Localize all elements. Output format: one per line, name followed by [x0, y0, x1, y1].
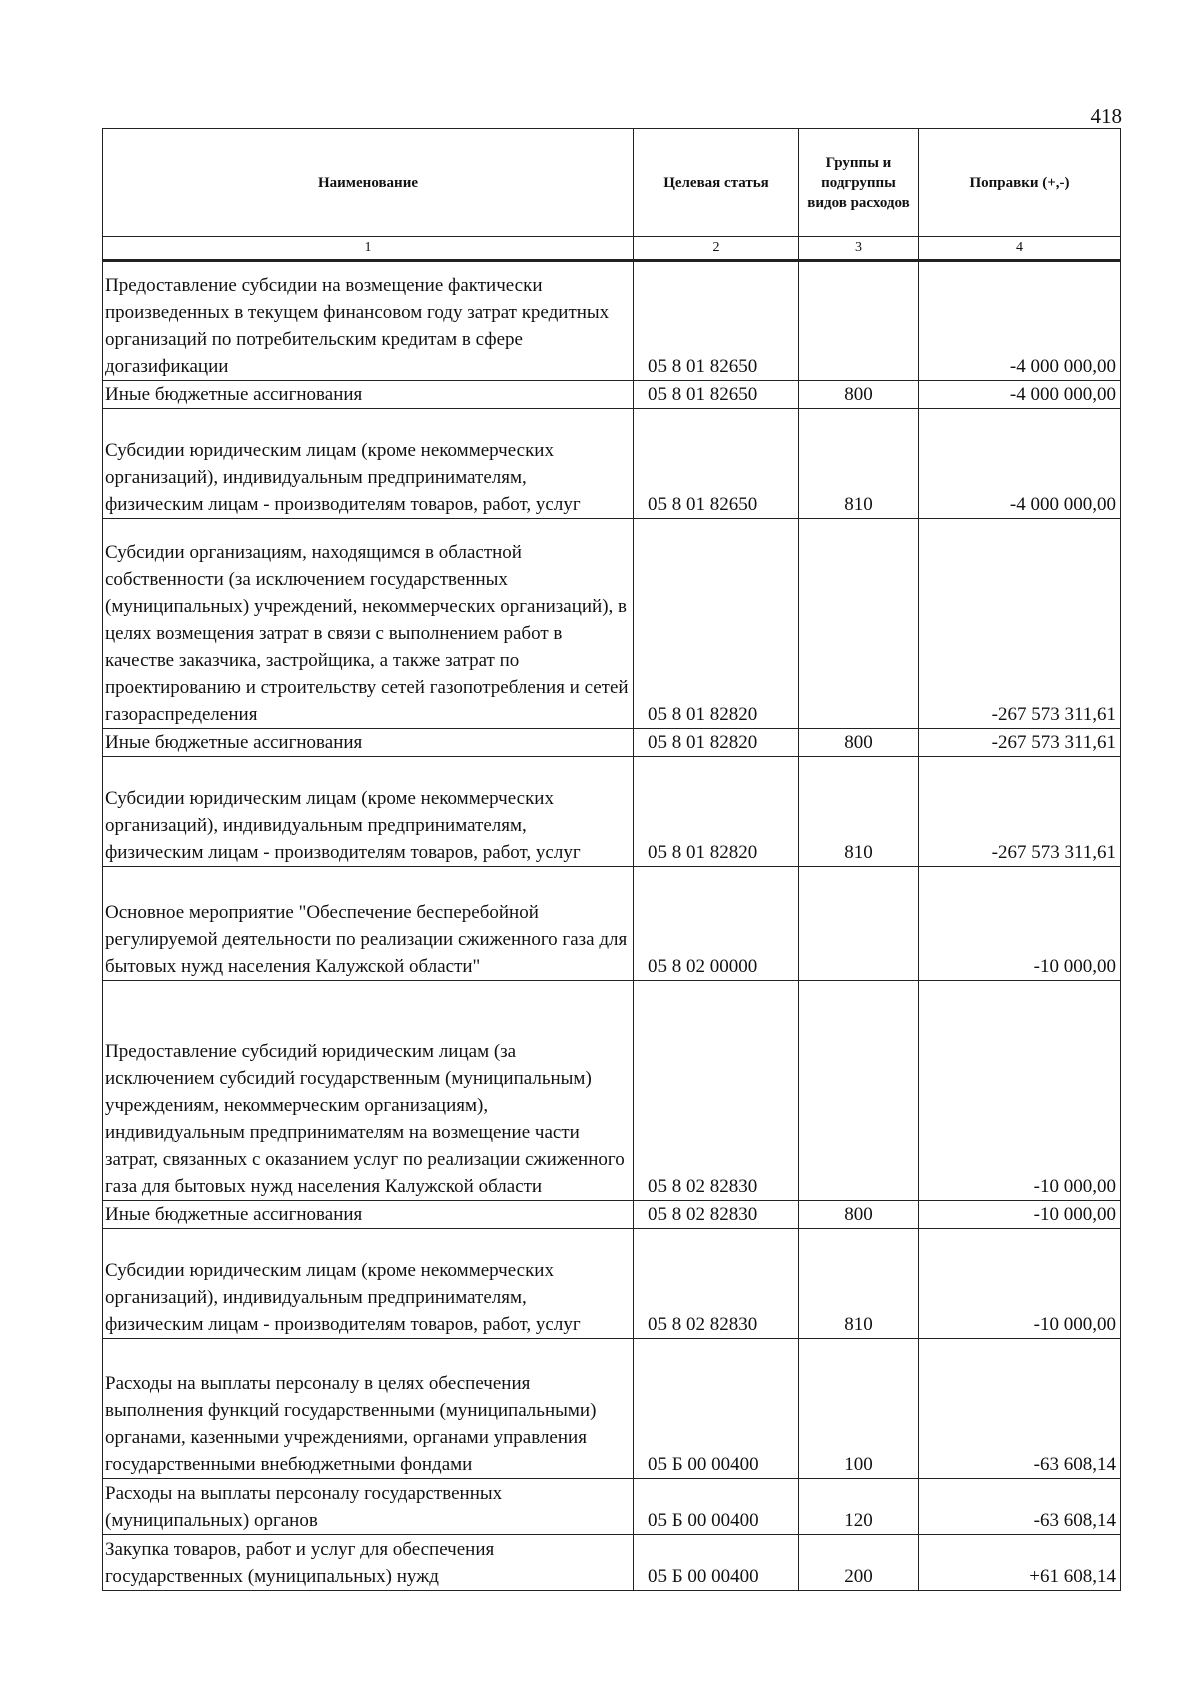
row-name: Субсидии организациям, находящимся в областной собственности (за исключением государственных (муниципальных) учреждений, некоммерческих организаций), в целях возмещения затрат в связи с выполнением работ в качестве заказчика, застройщика, а также затрат по проектированию и строительству сетей газопотребления и сетей газораспределения [103, 519, 634, 729]
row-name: Субсидии юридическим лицам (кроме некоммерческих организаций), индивидуальным предпринимателям, физическим лицам - производителям товаров, работ, услуг [103, 409, 634, 519]
row-amount: -10 000,00 [919, 1229, 1121, 1339]
table-row [103, 757, 1121, 867]
row-code: 05 8 01 82820 [634, 729, 799, 757]
row-amount: -267 573 311,61 [919, 757, 1121, 867]
row-code: 05 8 02 82830 [634, 1229, 799, 1339]
row-group: 100 [799, 1339, 919, 1479]
row-amount: -267 573 311,61 [919, 729, 1121, 757]
table-row [103, 1479, 1121, 1535]
row-amount: -10 000,00 [919, 867, 1121, 981]
table-row [103, 729, 1121, 757]
column-number: 3 [799, 237, 919, 261]
column-number: 2 [634, 237, 799, 261]
table-row [103, 519, 1121, 729]
row-name: Расходы на выплаты персоналу в целях обеспечения выполнения функций государственными (муниципальными) органами, казенными учреждениями, органами управления государственными внебюджетными фондами [103, 1339, 634, 1479]
table-row [103, 381, 1121, 409]
row-group: 800 [799, 729, 919, 757]
row-group: 810 [799, 1229, 919, 1339]
row-name: Основное мероприятие "Обеспечение бесперебойной регулируемой деятельности по реализации сжиженного газа для бытовых нужд населения Калужской области" [103, 867, 634, 981]
row-code: 05 8 01 82820 [634, 519, 799, 729]
table-row [103, 409, 1121, 519]
row-code: 05 Б 00 00400 [634, 1535, 799, 1591]
column-number: 1 [103, 237, 634, 261]
header-amendments: Поправки (+,-) [919, 129, 1121, 237]
row-group: 200 [799, 1535, 919, 1591]
row-amount: -4 000 000,00 [919, 409, 1121, 519]
table-row [103, 1535, 1121, 1591]
row-code: 05 8 02 00000 [634, 867, 799, 981]
row-name: Расходы на выплаты персоналу государственных (муниципальных) органов [103, 1479, 634, 1535]
row-amount: -10 000,00 [919, 1201, 1121, 1229]
row-group [799, 981, 919, 1201]
table-row [103, 867, 1121, 981]
row-code: 05 8 02 82830 [634, 1201, 799, 1229]
header-expense-groups: Группы и подгруппы видов расходов [799, 129, 919, 237]
row-code: 05 Б 00 00400 [634, 1479, 799, 1535]
row-code: 05 8 02 82830 [634, 981, 799, 1201]
row-code: 05 Б 00 00400 [634, 1339, 799, 1479]
row-group: 800 [799, 1201, 919, 1229]
table-row [103, 1201, 1121, 1229]
row-name: Субсидии юридическим лицам (кроме некоммерческих организаций), индивидуальным предпринимателям, физическим лицам - производителям товаров, работ, услуг [103, 1229, 634, 1339]
row-group: 810 [799, 757, 919, 867]
row-code: 05 8 01 82650 [634, 409, 799, 519]
row-group [799, 867, 919, 981]
row-amount: -63 608,14 [919, 1339, 1121, 1479]
row-code: 05 8 01 82650 [634, 261, 799, 381]
row-amount: -63 608,14 [919, 1479, 1121, 1535]
table-row [103, 1339, 1121, 1479]
row-amount: -4 000 000,00 [919, 261, 1121, 381]
row-name: Иные бюджетные ассигнования [103, 1201, 634, 1229]
row-name: Субсидии юридическим лицам (кроме некоммерческих организаций), индивидуальным предпринимателям, физическим лицам - производителям товаров, работ, услуг [103, 757, 634, 867]
row-amount: -4 000 000,00 [919, 381, 1121, 409]
row-name: Иные бюджетные ассигнования [103, 381, 634, 409]
row-name: Иные бюджетные ассигнования [103, 729, 634, 757]
page-number: 418 [1090, 104, 1122, 128]
table-row [103, 261, 1121, 381]
table-row [103, 981, 1121, 1201]
row-group [799, 261, 919, 381]
row-group: 120 [799, 1479, 919, 1535]
row-group: 810 [799, 409, 919, 519]
header-name: Наименование [103, 129, 634, 237]
row-code: 05 8 01 82650 [634, 381, 799, 409]
row-amount: +61 608,14 [919, 1535, 1121, 1591]
row-amount: -267 573 311,61 [919, 519, 1121, 729]
table-row [103, 1229, 1121, 1339]
column-number: 4 [919, 237, 1121, 261]
row-amount: -10 000,00 [919, 981, 1121, 1201]
row-code: 05 8 01 82820 [634, 757, 799, 867]
row-group [799, 519, 919, 729]
row-name: Закупка товаров, работ и услуг для обеспечения государственных (муниципальных) нужд [103, 1535, 634, 1591]
header-target-article: Целевая статья [634, 129, 799, 237]
row-name: Предоставление субсидии на возмещение фактически произведенных в текущем финансовом году затрат кредитных организаций по потребительским кредитам в сфере догазификации [103, 261, 634, 381]
budget-amendments-table [102, 128, 1121, 1591]
row-group: 800 [799, 381, 919, 409]
row-name: Предоставление субсидий юридическим лицам (за исключением субсидий государственным (муниципальным) учреждениям, некоммерческим организациям), индивидуальным предпринимателям на возмещение части затрат, связанных с оказанием услуг по реализации сжиженного газа для бытовых нужд населения Калужской области [103, 981, 634, 1201]
